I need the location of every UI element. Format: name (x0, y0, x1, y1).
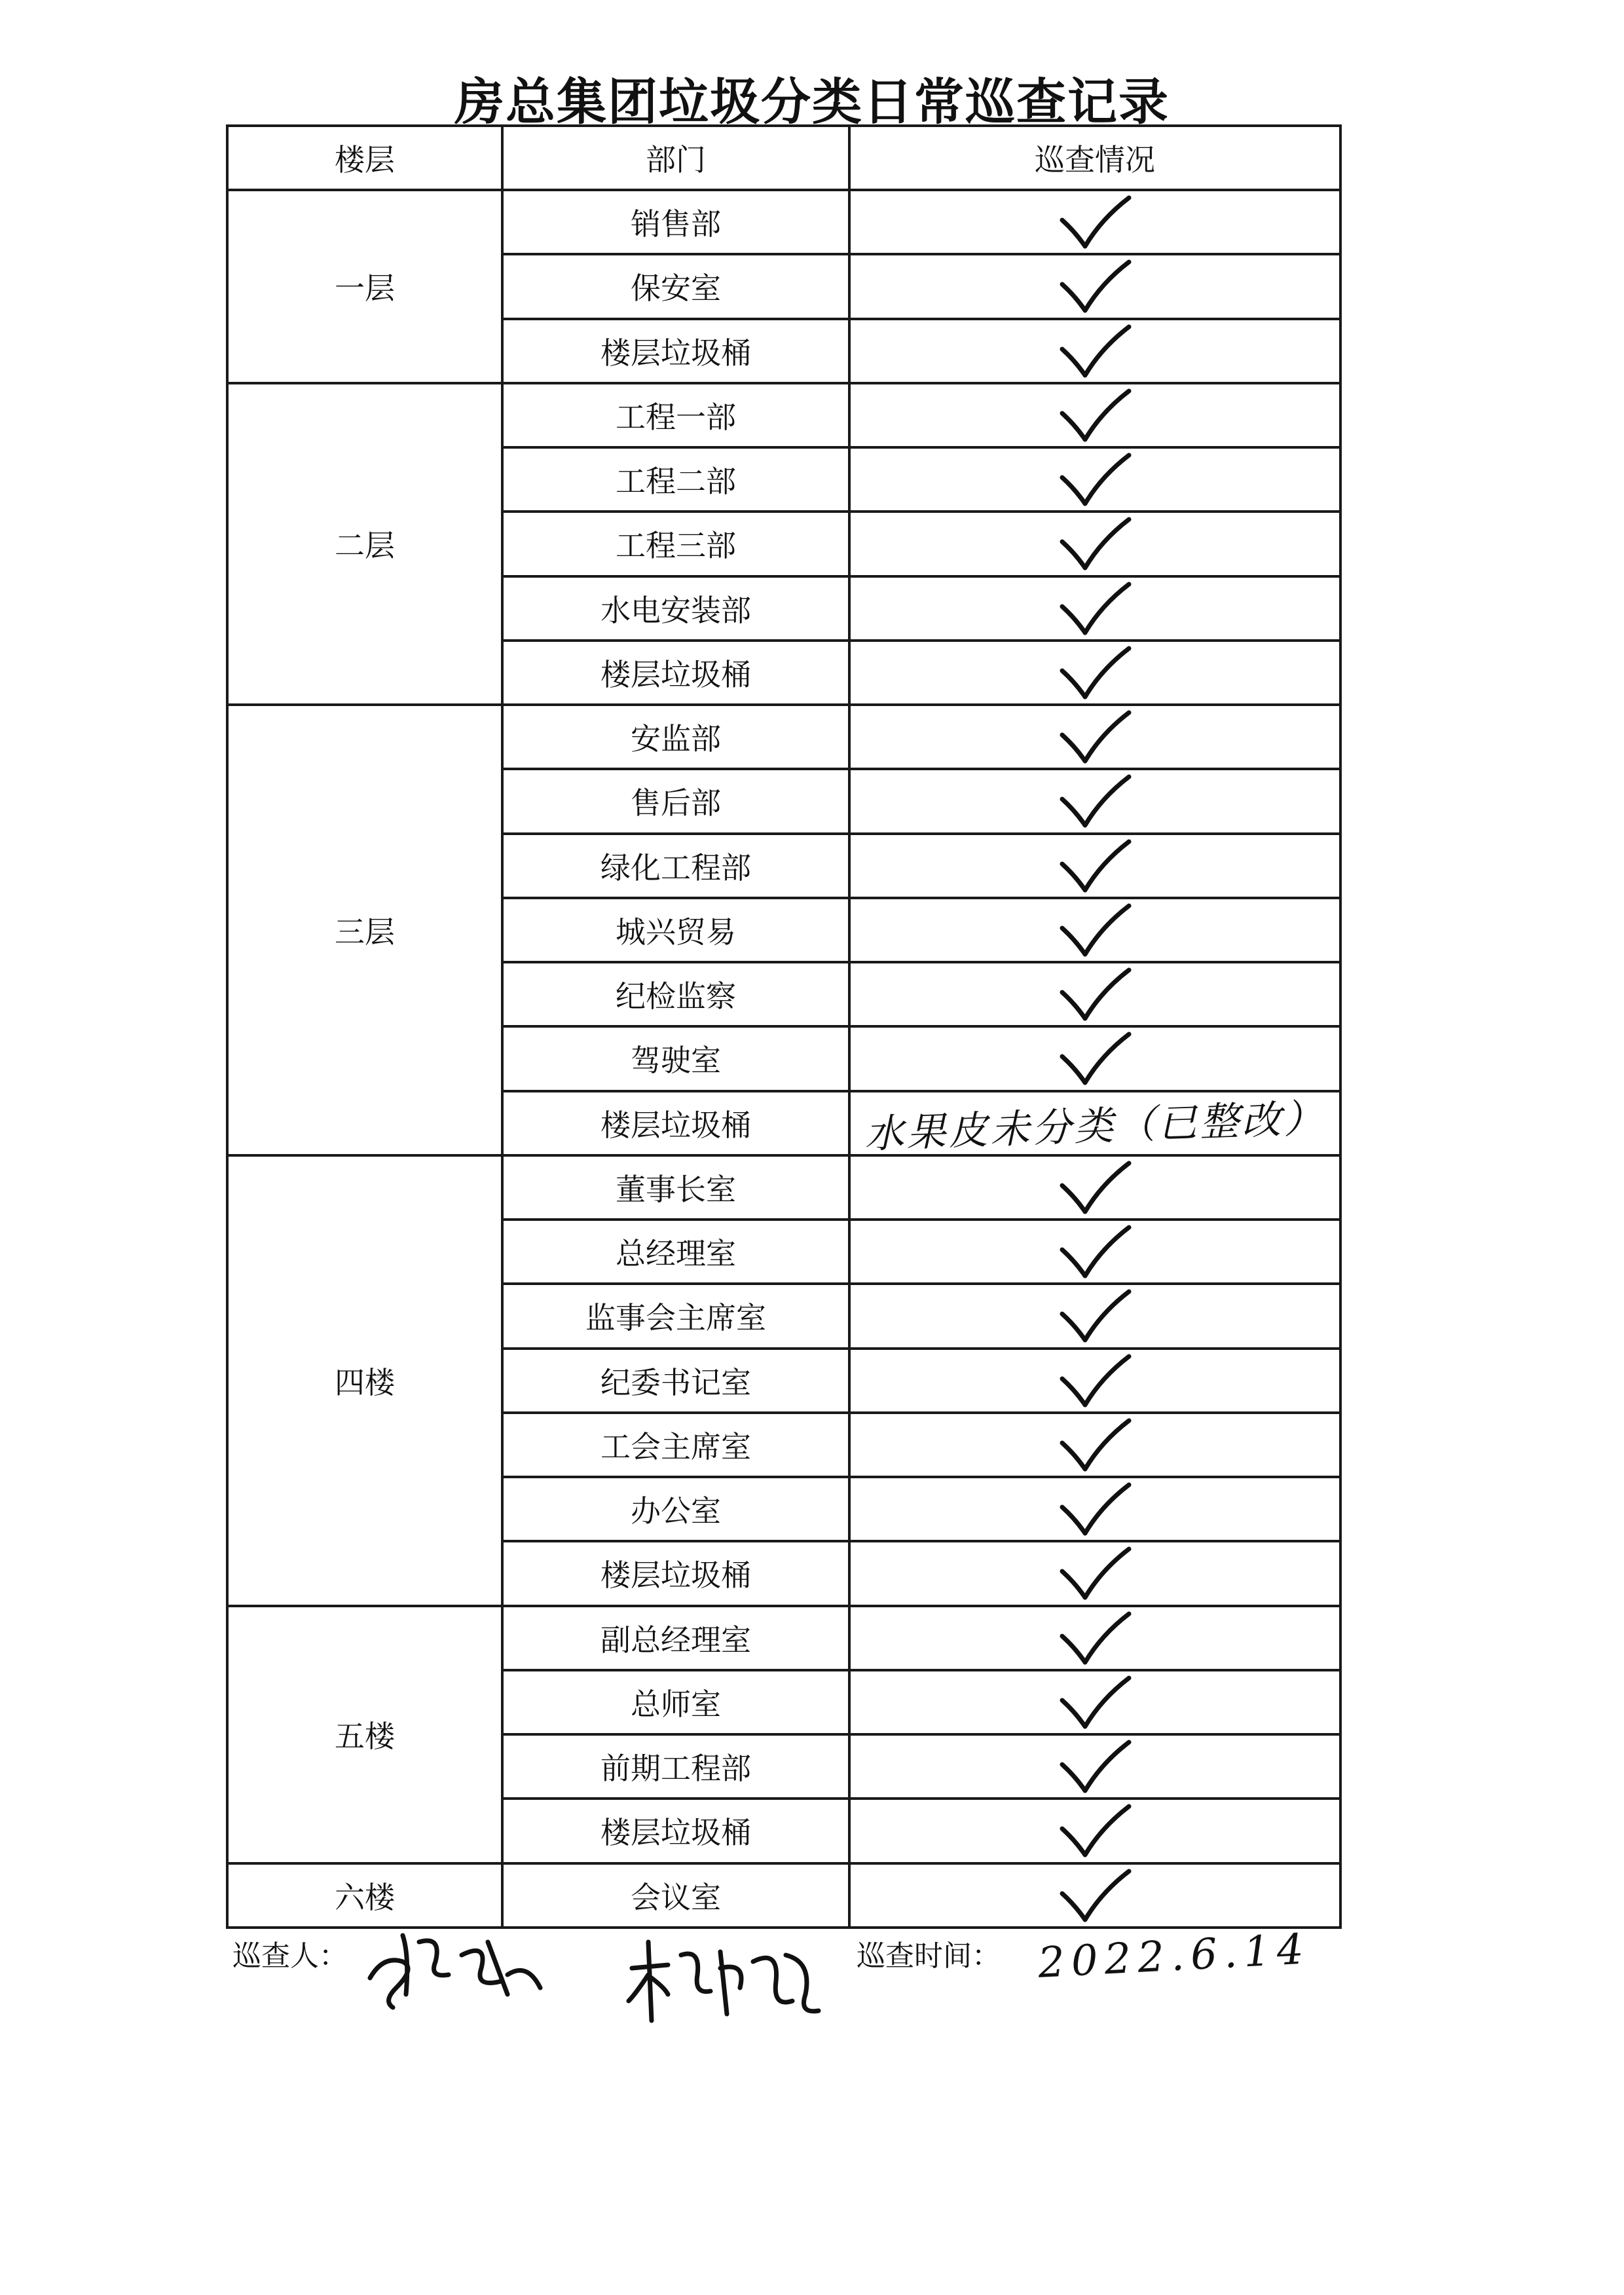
check-mark (1056, 579, 1134, 638)
department-cell: 楼层垃圾桶 (502, 1091, 849, 1155)
check-mark-icon (1056, 1866, 1134, 1925)
department-cell: 总经理室 (502, 1220, 849, 1284)
status-cell (849, 1413, 1340, 1477)
check-mark (1056, 901, 1134, 960)
department-cell: 工程三部 (502, 512, 849, 576)
table-row (227, 1155, 1340, 1220)
status-cell (849, 1284, 1340, 1348)
check-mark (1056, 965, 1134, 1024)
check-mark (1056, 1286, 1134, 1345)
check-mark-icon (1056, 1544, 1134, 1603)
status-cell (849, 1606, 1340, 1670)
status-cell (849, 576, 1340, 641)
department-cell: 工程一部 (502, 383, 849, 447)
floor-cell: 六楼 (227, 1863, 502, 1928)
check-mark-icon (1056, 322, 1134, 381)
page-title: 房总集团垃圾分类日常巡查记录 (454, 73, 1170, 131)
inspection-table (226, 124, 1342, 1929)
status-cell (849, 898, 1340, 962)
check-mark (1056, 193, 1134, 252)
check-mark-icon (1056, 1801, 1134, 1860)
check-mark-icon (1056, 836, 1134, 895)
check-mark (1056, 1351, 1134, 1410)
header-floor: 楼层 (227, 126, 502, 190)
floor-cell: 一层 (227, 190, 502, 383)
check-mark-icon (1056, 450, 1134, 509)
department-cell: 绿化工程部 (502, 834, 849, 898)
check-mark (1056, 643, 1134, 702)
table-body (227, 190, 1340, 1928)
check-mark-icon (1056, 514, 1134, 573)
department-cell: 售后部 (502, 769, 849, 833)
header-department: 部门 (502, 126, 849, 190)
check-mark-icon (1056, 579, 1134, 638)
check-mark-icon (1056, 1609, 1134, 1668)
table-row (227, 383, 1340, 447)
status-cell (849, 1349, 1340, 1413)
department-cell: 董事长室 (502, 1155, 849, 1220)
check-mark-icon (1056, 1286, 1134, 1345)
check-mark-icon (1056, 901, 1134, 960)
check-mark-icon (1056, 1480, 1134, 1539)
status-cell (849, 1863, 1340, 1928)
status-cell (849, 1541, 1340, 1605)
check-mark-icon (1056, 1222, 1134, 1281)
table-row (227, 705, 1340, 769)
status-cell (849, 705, 1340, 769)
check-mark-icon (1056, 1415, 1134, 1474)
department-cell: 工程二部 (502, 447, 849, 512)
check-mark-icon (1056, 707, 1134, 766)
check-mark (1056, 1544, 1134, 1603)
status-cell (849, 641, 1340, 705)
status-cell (849, 319, 1340, 383)
check-mark-icon (1056, 1158, 1134, 1217)
check-mark-icon (1056, 772, 1134, 830)
check-mark (1056, 1415, 1134, 1474)
status-cell (849, 383, 1340, 447)
department-cell: 水电安装部 (502, 576, 849, 641)
check-mark-icon (1056, 386, 1134, 445)
status-cell (849, 1670, 1340, 1734)
check-mark (1056, 1158, 1134, 1217)
handwritten-note: 水果皮未分类（已整改） (864, 1095, 1327, 1157)
department-cell: 工会主席室 (502, 1413, 849, 1477)
department-cell: 监事会主席室 (502, 1284, 849, 1348)
inspection-time-label: 巡查时间： (857, 1939, 1001, 1973)
status-cell (849, 512, 1340, 576)
check-mark-icon (1056, 1737, 1134, 1796)
check-mark (1056, 1029, 1134, 1088)
table-header-row (227, 126, 1340, 190)
status-cell (849, 1799, 1340, 1863)
check-mark (1056, 1609, 1134, 1668)
department-cell: 安监部 (502, 705, 849, 769)
table-row (227, 1606, 1340, 1670)
check-mark (1056, 1866, 1134, 1925)
department-cell: 会议室 (502, 1863, 849, 1928)
department-cell: 纪委书记室 (502, 1349, 849, 1413)
check-mark-icon (1056, 1029, 1134, 1088)
floor-cell: 五楼 (227, 1606, 502, 1863)
check-mark (1056, 1673, 1134, 1732)
floor-cell: 二层 (227, 383, 502, 705)
check-mark-icon (1056, 1673, 1134, 1732)
check-mark (1056, 386, 1134, 445)
status-cell (849, 447, 1340, 512)
check-mark (1056, 514, 1134, 573)
department-cell: 驾驶室 (502, 1026, 849, 1091)
check-mark-icon (1056, 257, 1134, 316)
check-mark (1056, 450, 1134, 509)
check-mark (1056, 322, 1134, 381)
status-cell (849, 1091, 1340, 1155)
floor-cell: 三层 (227, 705, 502, 1155)
status-cell (849, 254, 1340, 318)
check-mark-icon (1056, 1351, 1134, 1410)
status-cell (849, 190, 1340, 254)
check-mark (1056, 257, 1134, 316)
department-cell: 保安室 (502, 254, 849, 318)
status-cell (849, 1477, 1340, 1541)
header-status: 巡查情况 (849, 126, 1340, 190)
status-cell (849, 769, 1340, 833)
check-mark-icon (1056, 193, 1134, 252)
department-cell: 总师室 (502, 1670, 849, 1734)
check-mark (1056, 707, 1134, 766)
department-cell: 楼层垃圾桶 (502, 319, 849, 383)
check-mark (1056, 1222, 1134, 1281)
check-mark-icon (1056, 643, 1134, 702)
department-cell: 城兴贸易 (502, 898, 849, 962)
status-cell (849, 1220, 1340, 1284)
status-cell (849, 1026, 1340, 1091)
status-cell (849, 962, 1340, 1026)
department-cell: 楼层垃圾桶 (502, 641, 849, 705)
department-cell: 楼层垃圾桶 (502, 1799, 849, 1863)
floor-cell: 四楼 (227, 1155, 502, 1606)
check-mark (1056, 1737, 1134, 1796)
table-row (227, 190, 1340, 254)
status-cell (849, 1734, 1340, 1799)
inspector-label: 巡查人： (232, 1939, 348, 1973)
department-cell: 副总经理室 (502, 1606, 849, 1670)
department-cell: 楼层垃圾桶 (502, 1541, 849, 1605)
department-cell: 销售部 (502, 190, 849, 254)
check-mark (1056, 836, 1134, 895)
department-cell: 办公室 (502, 1477, 849, 1541)
check-mark (1056, 772, 1134, 830)
inspection-time-value: 2022.6.14 (1037, 1925, 1312, 1988)
department-cell: 纪检监察 (502, 962, 849, 1026)
inspector-signature-2 (622, 1929, 825, 2027)
check-mark (1056, 1480, 1134, 1539)
status-cell (849, 834, 1340, 898)
inspector-signature-1 (357, 1916, 553, 2014)
department-cell: 前期工程部 (502, 1734, 849, 1799)
check-mark (1056, 1801, 1134, 1860)
check-mark-icon (1056, 965, 1134, 1024)
status-cell (849, 1155, 1340, 1220)
